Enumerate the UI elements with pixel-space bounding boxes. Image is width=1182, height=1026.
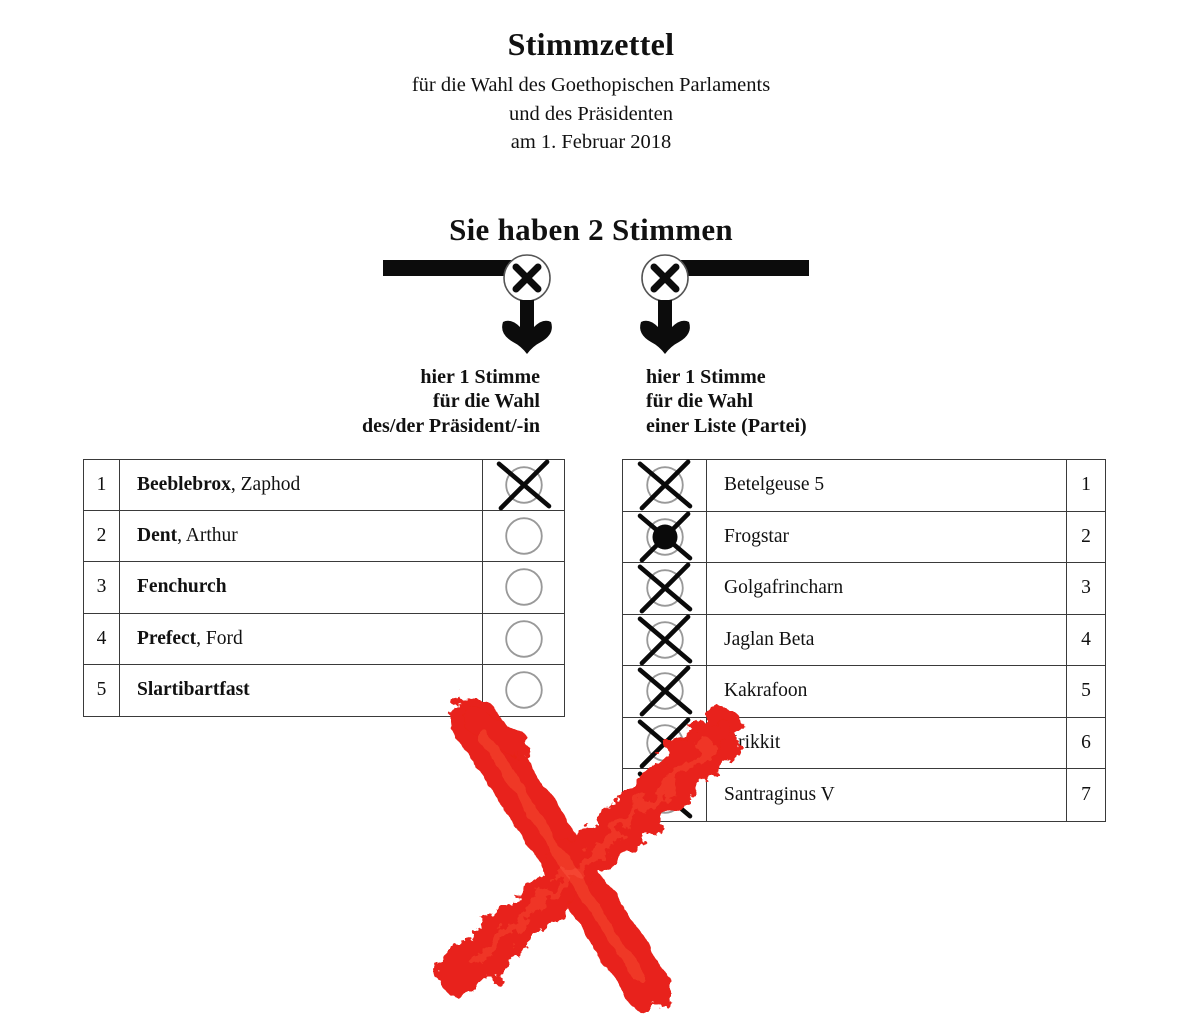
party-number: 1 — [1081, 474, 1091, 496]
header-line: des/der Präsident/-in — [362, 414, 540, 437]
party-number: 6 — [1081, 731, 1091, 753]
party-name: Betelgeuse 5 — [707, 460, 1067, 511]
vote-mark-icon — [494, 460, 554, 510]
party-table-row — [623, 512, 1105, 564]
candidate-name — [120, 460, 483, 510]
down-arrow-icon — [502, 300, 552, 354]
candidate-surname: Slartibartfast — [137, 679, 250, 701]
vote-circle[interactable] — [623, 460, 707, 511]
vote-mark-icon — [635, 615, 695, 665]
header-line: einer Liste (Partei) — [646, 414, 807, 437]
votes-heading: Sie haben 2 Stimmen — [449, 212, 733, 247]
candidate-name — [120, 562, 483, 612]
president-table-row — [84, 562, 564, 613]
header-line: hier 1 Stimme — [646, 366, 766, 388]
down-arrow-icon — [640, 300, 690, 354]
vote-circle[interactable] — [623, 512, 707, 563]
party-name: Santraginus V — [707, 769, 1067, 821]
vote-circle[interactable] — [623, 563, 707, 614]
ballot-subtitle-1: für die Wahl des Goethopischen Parlaments — [411, 74, 771, 96]
vote-circle[interactable] — [483, 460, 564, 510]
candidate-number: 3 — [84, 562, 120, 612]
candidate-number: 2 — [84, 511, 120, 561]
candidate-firstname: , Arthur — [177, 525, 238, 547]
president-table-row — [84, 614, 564, 665]
party-number: 7 — [1081, 783, 1091, 805]
president-column-header — [240, 365, 540, 438]
party-name: Jaglan Beta — [707, 615, 1067, 666]
party-name: Krikkit — [707, 718, 1067, 769]
candidate-name — [120, 511, 483, 561]
party-number: 4 — [1081, 628, 1091, 650]
party-column-header — [646, 365, 966, 438]
party-number: 5 — [1081, 680, 1091, 702]
party-table-row — [623, 460, 1105, 512]
president-table-row — [84, 511, 564, 562]
party-number: 3 — [1081, 577, 1091, 599]
vote-mark-icon — [494, 614, 554, 664]
candidate-surname: Beeblebrox — [137, 474, 231, 496]
vote-circle[interactable] — [483, 511, 564, 561]
candidate-number: 5 — [84, 665, 120, 716]
party-table-row — [623, 615, 1105, 667]
vote-circle[interactable] — [483, 562, 564, 612]
candidate-surname: Dent — [137, 525, 178, 547]
candidate-firstname: , Ford — [196, 627, 243, 649]
candidate-number: 1 — [84, 460, 120, 510]
header-line: für die Wahl — [646, 390, 754, 413]
party-number: 2 — [1081, 525, 1091, 547]
candidate-surname: Prefect — [137, 627, 197, 649]
president-table — [83, 459, 565, 717]
vote-mark-icon — [494, 562, 554, 612]
vote-circle[interactable] — [483, 614, 564, 664]
header-line: hier 1 Stimme — [420, 366, 540, 388]
ballot-subtitle-3: am 1. Februar 2018 — [510, 131, 672, 153]
president-table-row — [84, 460, 564, 511]
candidate-firstname: , Zaphod — [230, 474, 301, 496]
vote-mark-icon — [635, 563, 695, 613]
candidate-name — [120, 614, 483, 664]
party-name: Kakrafoon — [707, 666, 1067, 717]
party-name: Frogstar — [707, 512, 1067, 563]
ballot-title-block — [0, 26, 1182, 157]
red-cross-mark — [428, 690, 740, 1026]
vote-mark-icon — [494, 511, 554, 561]
vote-mark-icon — [635, 512, 695, 562]
candidate-number: 4 — [84, 614, 120, 664]
instruction-arrows-diagram — [380, 254, 812, 356]
ballot-title: Stimmzettel — [507, 26, 675, 62]
party-name: Golgafrincharn — [707, 563, 1067, 614]
header-line: für die Wahl — [432, 390, 540, 413]
vote-circle[interactable] — [623, 615, 707, 666]
ballot-subtitle-2: und des Präsidenten — [509, 102, 673, 125]
vote-mark-icon — [635, 460, 695, 510]
candidate-surname: Fenchurch — [137, 576, 227, 598]
party-table-row — [623, 563, 1105, 615]
